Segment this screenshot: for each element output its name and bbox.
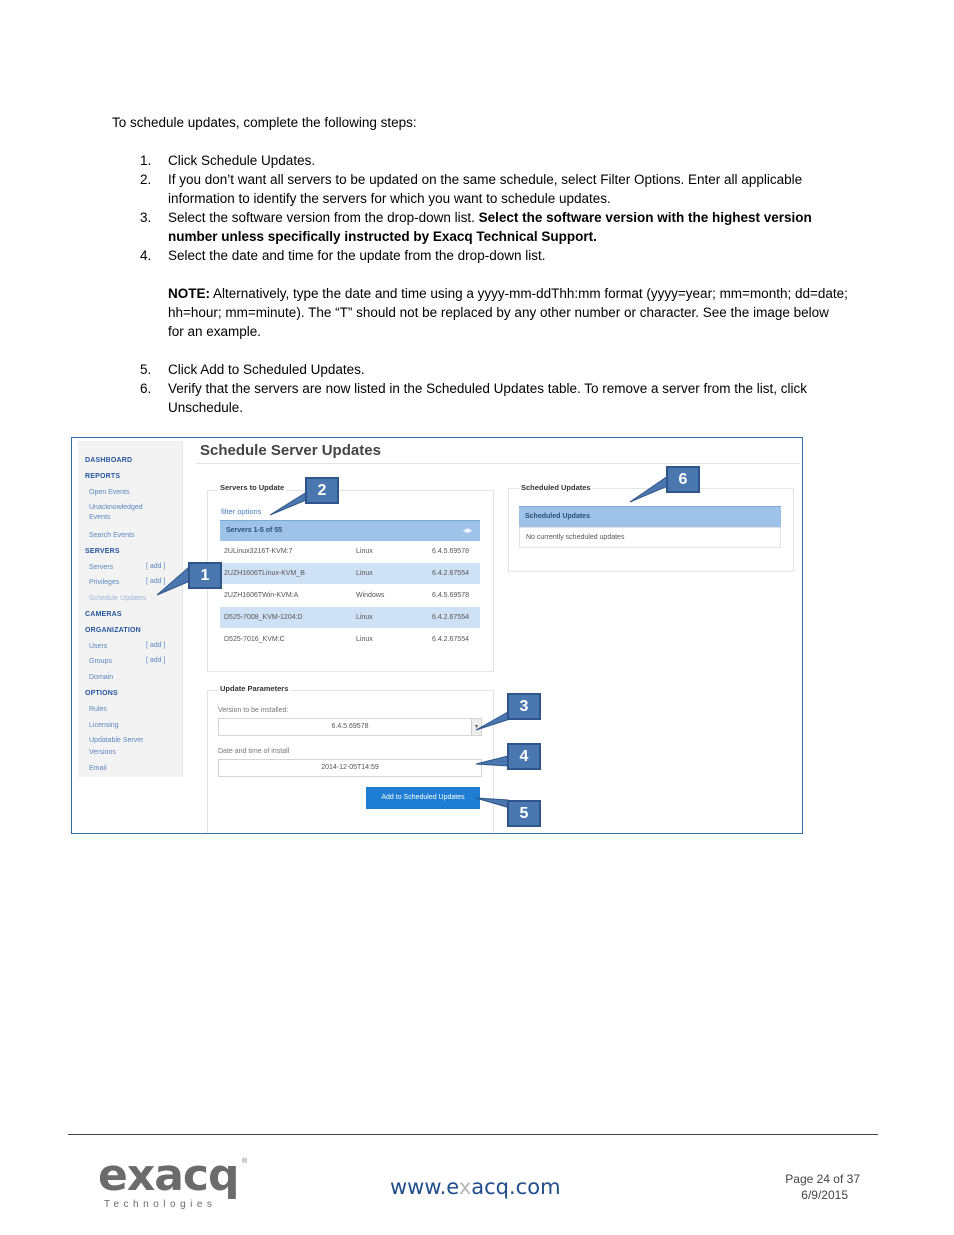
nav-users[interactable]: Users: [89, 643, 108, 650]
add-to-scheduled-button[interactable]: Add to Scheduled Updates: [366, 787, 480, 809]
page-number: Page 24 of 37: [785, 1172, 860, 1186]
scheduled-heading: Scheduled Updates: [521, 483, 591, 492]
callout-4: 4: [507, 743, 541, 770]
nav-unack-events-1[interactable]: Unacknowledged: [89, 504, 143, 511]
note-label: NOTE:: [168, 286, 210, 301]
step-text: Select the software version from the drop-down list.: [168, 210, 479, 225]
nav-rules[interactable]: Rules: [89, 706, 107, 713]
chevron-down-icon[interactable]: ▾: [471, 719, 481, 735]
screen-title: Schedule Server Updates: [200, 442, 381, 459]
step-number: 6.: [140, 381, 152, 396]
callout-3: 3: [507, 693, 541, 720]
pointer-1: [157, 568, 190, 595]
note-paragraph: [168, 284, 848, 341]
website-link[interactable]: www.exacq.com: [390, 1175, 561, 1199]
registered-icon: ®: [242, 1158, 248, 1165]
step-text: Click Add to Scheduled Updates.: [168, 362, 365, 377]
nav-email[interactable]: Email: [89, 765, 107, 772]
nav-unack-events-2[interactable]: Events: [89, 514, 111, 521]
nav-groups[interactable]: Groups: [89, 658, 112, 665]
step-number: 2.: [140, 172, 152, 187]
callout-2: 2: [305, 477, 339, 504]
note-text: Alternatively, type the date and time using a yyyy-mm-ddThh:mm format (yyyy=year; mm=month; dd=date; hh=hour; mm=minute). The “T” should not be replaced by any other number or character. See the image below for an example.: [168, 286, 848, 339]
callout-6: 6: [666, 466, 700, 493]
intro-text: To schedule updates, complete the following steps:: [112, 115, 417, 130]
nav-updatable-2[interactable]: Versions: [89, 749, 116, 756]
screenshot-figure: [71, 437, 803, 834]
servers-heading: Servers to Update: [220, 483, 285, 492]
step-item: [140, 151, 845, 170]
nav-privileges[interactable]: Privileges: [89, 579, 120, 586]
step-number: 3.: [140, 210, 152, 225]
step-text: If you don’t want all servers to be updated on the same schedule, select Filter Options. Enter all applicable information to identify the servers for which you want to schedule updates.: [168, 172, 803, 206]
filter-options-link[interactable]: filter options: [221, 507, 262, 516]
nav-search-events[interactable]: Search Events: [89, 532, 135, 539]
pointer-5: [476, 798, 510, 808]
params-heading: Update Parameters: [220, 684, 289, 693]
step-text: Select the date and time for the update from the drop-down list.: [168, 248, 546, 263]
step-item: [140, 360, 845, 379]
version-value: 6.4.5.69578: [331, 723, 369, 730]
footer-divider: [68, 1134, 878, 1135]
nav-domain[interactable]: Domain: [89, 674, 114, 681]
step-bold-text: Select the software version with the highest version number unless specifically instructed by Exacq Technical Support.: [168, 210, 812, 244]
step-item: [140, 379, 845, 417]
step-item: [140, 170, 845, 208]
pointer-6: [630, 476, 670, 502]
nav-privileges-add[interactable]: [ add ]: [146, 578, 166, 585]
step-number: 1.: [140, 153, 152, 168]
nav-options[interactable]: OPTIONS: [85, 690, 118, 697]
callout-5: 5: [507, 800, 541, 827]
steps-list-a: [140, 151, 845, 265]
table-row[interactable]: 2UZH1606TWin-KVM:A Windows 6.4.5.69578: [224, 592, 469, 599]
pager-arrows-icon[interactable]: ◂▸: [462, 525, 472, 535]
nav-reports[interactable]: REPORTS: [85, 473, 121, 480]
footer-date: 6/9/2015: [801, 1188, 848, 1202]
nav-open-events[interactable]: Open Events: [89, 489, 130, 496]
nav-servers-item[interactable]: Servers: [89, 564, 114, 571]
version-label: Version to be installed:: [218, 707, 289, 714]
logo-wordmark: exacq: [98, 1150, 239, 1201]
servers-count: Servers 1-5 of 55: [226, 527, 283, 534]
nav-cameras[interactable]: CAMERAS: [85, 611, 122, 618]
step-item: [140, 208, 845, 246]
nav-dashboard[interactable]: DASHBOARD: [85, 457, 133, 464]
step-item: [140, 246, 845, 265]
callout-1: 1: [188, 562, 222, 589]
nav-users-add[interactable]: [ add ]: [146, 642, 166, 649]
nav-groups-add[interactable]: [ add ]: [146, 657, 166, 664]
logo-subtitle: Technologies: [104, 1199, 217, 1210]
table-row[interactable]: D525-7016_KVM:C Linux 6.4.2.67554: [224, 636, 469, 643]
nav-licensing[interactable]: Licensing: [89, 722, 119, 729]
step-number: 4.: [140, 248, 152, 263]
step-text: Click Schedule Updates.: [168, 153, 316, 168]
nav-schedule-updates[interactable]: Schedule Updates: [89, 595, 147, 602]
nav-organization[interactable]: ORGANIZATION: [85, 627, 141, 634]
table-row[interactable]: 2ULinux3216T-KVM:7 Linux 6.4.5.69578: [224, 548, 469, 555]
table-row[interactable]: D525-7008_KVM-1204:D Linux 6.4.2.67554: [220, 607, 480, 628]
nav-updatable-1[interactable]: Updatable Server: [89, 737, 144, 744]
nav-servers-add[interactable]: [ add ]: [146, 563, 166, 570]
steps-list-b: [140, 360, 845, 417]
date-input[interactable]: 2014-12-05T14:59: [218, 759, 482, 777]
step-text: Verify that the servers are now listed in the Scheduled Updates table. To remove a server from the list, click Unschedule.: [168, 381, 808, 415]
pointer-4: [476, 756, 510, 766]
pointer-3: [476, 712, 510, 730]
nav-servers[interactable]: SERVERS: [85, 548, 120, 555]
date-label: Date and time of install: [218, 748, 290, 755]
scheduled-empty-text: No currently scheduled updates: [526, 534, 625, 541]
step-number: 5.: [140, 362, 152, 377]
exacq-logo: [98, 1150, 258, 1214]
callout-pointers: [72, 438, 802, 833]
scheduled-bar-label: Scheduled Updates: [525, 513, 590, 520]
table-row[interactable]: 2UZH1606TLinux-KVM_B Linux 6.4.2.67554: [220, 563, 480, 584]
